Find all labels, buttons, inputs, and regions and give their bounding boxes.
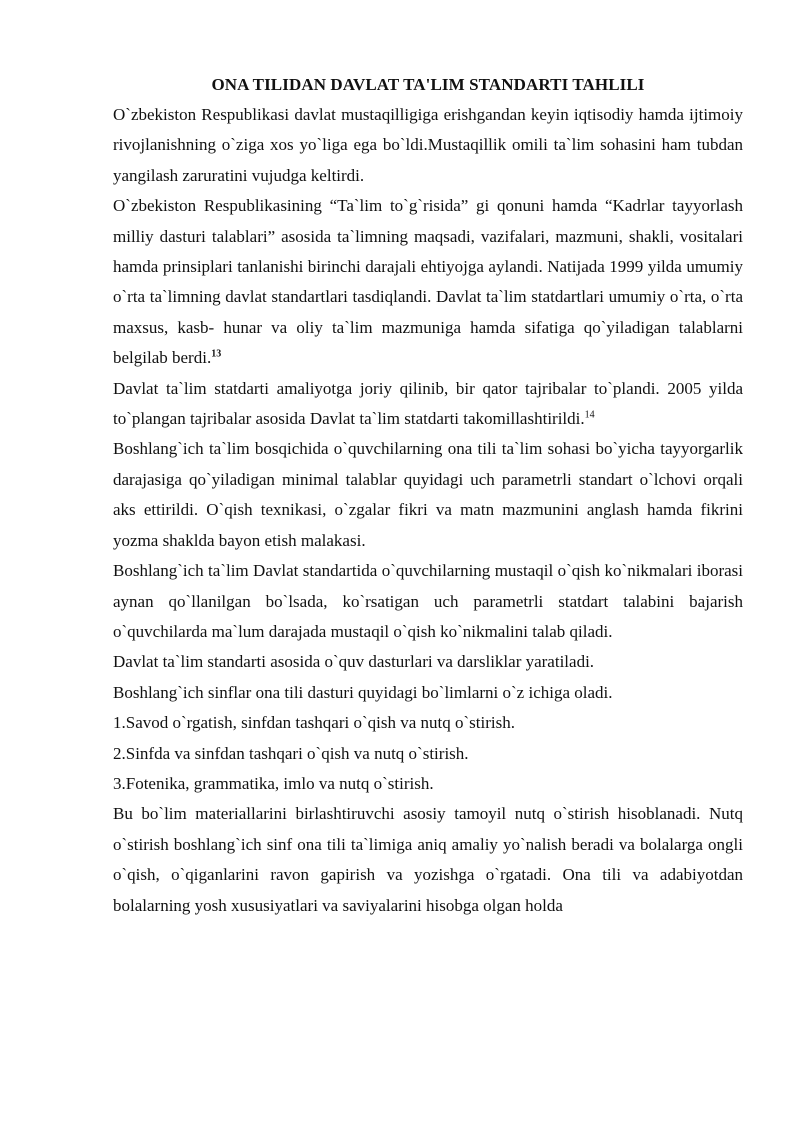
document-page (113, 70, 743, 921)
paragraph-text: Davlat ta`lim statdarti amaliyotga joriy qilinib, bir qator tajribalar to`plandi. 2005 yilda to`plangan tajribalar asosida Davlat ta`lim statdarti takomillashtirildi. (113, 378, 743, 429)
paragraph-standard-practice (113, 374, 743, 435)
paragraph-text: Boshlang`ich sinflar ona tili dasturi quyidagi bo`limlarni o`z ichiga oladi. (113, 682, 613, 702)
list-item: 1.Savod o`rgatish, sinfdan tashqari o`qish va nutq o`stirish. (113, 713, 515, 733)
paragraph-independent-reading (113, 556, 743, 647)
paragraph-program-sections (113, 678, 743, 708)
footnote-marker: 13 (211, 348, 222, 360)
list-item: 3.Fotenika, grammatika, imlo va nutq o`stirish. (113, 773, 434, 793)
paragraph-education-law (113, 191, 743, 373)
paragraph-curricula (113, 647, 743, 677)
paragraph-primary-requirements (113, 434, 743, 556)
paragraph-independence (113, 100, 743, 191)
document-title: ONA TILIDAN DAVLAT TA'LIM STANDARTI TAHLILI (211, 75, 645, 94)
list-item: 2.Sinfda va sinfdan tashqari o`qish va nutq o`stirish. (113, 743, 469, 763)
paragraph-text: Bu bo`lim materiallarini birlashtiruvchi asosiy tamoyil nutq o`stirish hisoblanadi. Nutq o`stirish boshlang`ich sinf ona tili ta`limiga aniq amaliy yo`nalish beradi va bolalarga ongli o`qish, o`qiganlarini ravon gapirish va yozishga o`rgatadi. Ona tili va adabiyotdan bolalarning yosh xususiyatlari va saviyalarini hisobga olgan holda (113, 804, 743, 915)
paragraph-text: Davlat ta`lim standarti asosida o`quv dasturlari va darsliklar yaratiladi. (113, 652, 595, 672)
footnote-marker: 14 (584, 409, 595, 421)
paragraph-speech-development (113, 799, 743, 921)
paragraph-text: Boshlang`ich ta`lim Davlat standartida o`quvchilarning mustaqil o`qish ko`nikmalari iborasi aynan qo`llanilgan bo`lsada, ko`rsatigan uch parametrli statdart talabini bajarish o`quvchilarda ma`lum darajada mustaqil o`qish ko`nikmalini talab qiladi. (113, 561, 743, 641)
paragraph-text: O`zbekiston Respublikasi davlat mustaqilligiga erishgandan keyin iqtisodiy hamda ijtimoiy rivojlanishning o`ziga xos yo`liga ega bo`ldi.Mustaqillik omili ta`lim sohasini ham tubdan yangilash zaruratini vujudga keltirdi. (113, 105, 743, 185)
paragraph-text: O`zbekiston Respublikasining “Ta`lim to`g`risida” gi qonuni hamda “Kadrlar tayyorlash milliy dasturi talablari” asosida ta`limning maqsadi, vazifalari, mazmuni, shakli, vositalari hamda prinsiplari tanlanishi birinchi darajali ehtiyojga aylandi. Natijada 1999 yilda umumiy o`rta ta`limning davlat standartlari tasdiqlandi. Davlat ta`lim statdartlari umumiy o`rta, o`rta maxsus, kasb- hunar va oliy ta`lim mazmuniga hamda sifatiga qo`yiladigan talablarni belgilab berdi. (113, 196, 743, 368)
paragraph-text: Boshlang`ich ta`lim bosqichida o`quvchilarning ona tili ta`lim sohasi bo`yicha tayyorgarlik darajasiga qo`yiladigan minimal talablar quyidagi uch parametrli standart o`lchovi orqali aks ettirildi. O`qish texnikasi, o`zgalar fikri va matn mazmunini anglash hamda fikrini yozma shaklda bayon etish malakasi. (113, 439, 743, 550)
